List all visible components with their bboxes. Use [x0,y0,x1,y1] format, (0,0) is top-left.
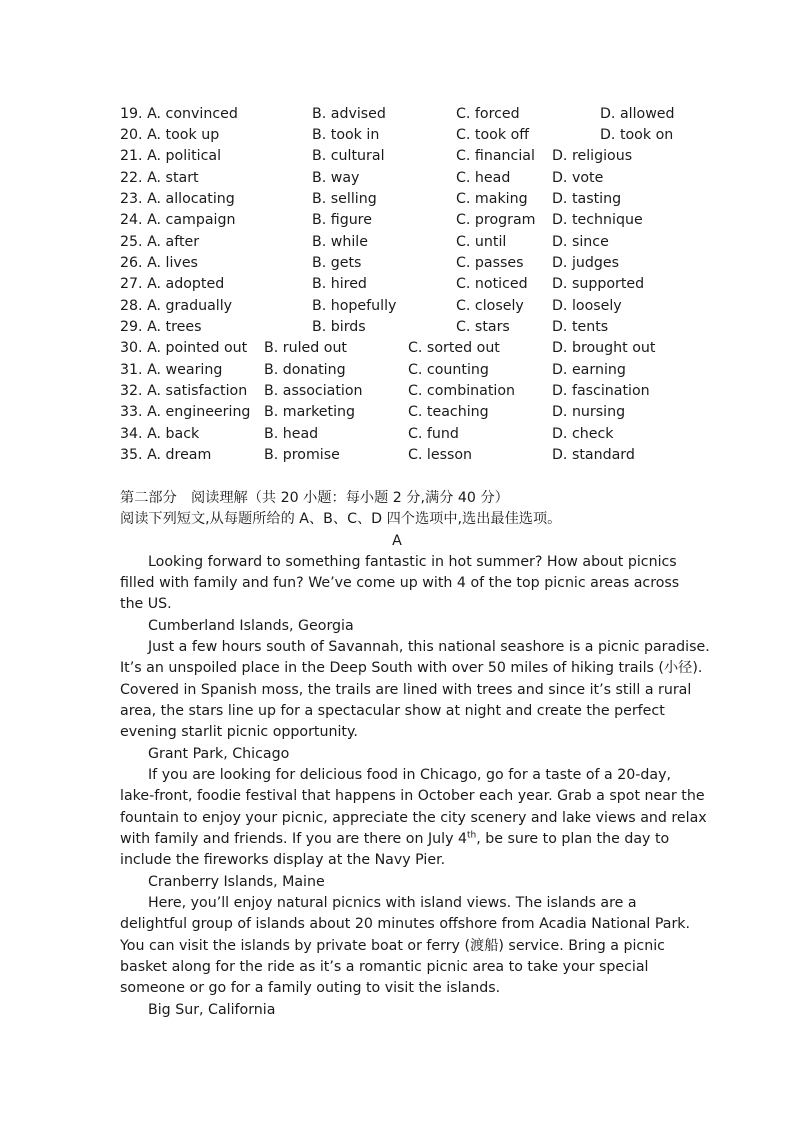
option-row [0,274,794,294]
option-c: C. until [456,234,507,250]
paragraph-line: Just a few hours south of Savannah, this national seashore is a picnic paradise. [148,639,710,655]
option-a: 33. A. engineering [120,404,251,420]
option-d: D. standard [552,447,635,463]
option-a: 32. A. satisfaction [120,383,248,399]
paragraph-line [120,829,700,849]
option-c: C. forced [456,106,520,122]
option-b: B. way [312,170,360,186]
option-d: D. earning [552,362,626,378]
option-row [0,402,794,422]
option-b: B. hopefully [312,298,397,314]
option-a: 22. A. start [120,170,199,186]
option-b: B. promise [264,447,340,463]
option-d: D. check [552,426,614,442]
option-b: B. while [312,234,368,250]
option-d: D. supported [552,276,645,292]
place-heading: Cranberry Islands, Maine [148,874,325,890]
option-row [0,338,794,358]
option-d: D. fascination [552,383,650,399]
paragraph-line: evening starlit picnic opportunity. [120,724,358,740]
option-a: 30. A. pointed out [120,340,248,356]
option-row [0,189,794,209]
option-b: B. ruled out [264,340,347,356]
option-b: B. cultural [312,148,385,164]
section-instruction: 阅读下列短文,从每题所给的 A、B、C、D 四个选项中,选出最佳选项。 [120,511,562,527]
option-d: D. since [552,234,609,250]
paragraph-line: Covered in Spanish moss, the trails are lined with trees and since it’s still a rural [120,682,692,698]
option-d: D. allowed [600,106,675,122]
option-a: 21. A. political [120,148,222,164]
option-row [0,104,794,124]
option-d: D. loosely [552,298,622,314]
paragraph-line: delightful group of islands about 20 minutes offshore from Acadia National Park. [120,916,691,932]
paragraph-line: fountain to enjoy your picnic, appreciate the city scenery and lake views and relax [120,810,707,826]
paragraph-line: include the fireworks display at the Navy Pier. [120,852,446,868]
option-d: D. nursing [552,404,626,420]
option-b: B. birds [312,319,366,335]
passage-intro-line: the US. [120,596,172,612]
option-c: C. stars [456,319,510,335]
option-a: 24. A. campaign [120,212,236,228]
option-row [0,381,794,401]
option-b: B. marketing [264,404,356,420]
passage-label: A [392,533,402,549]
place-heading: Grant Park, Chicago [148,746,290,762]
option-row [0,424,794,444]
option-row [0,317,794,337]
option-a: 29. A. trees [120,319,202,335]
option-b: B. advised [312,106,386,122]
option-row [0,146,794,166]
section-title: 第二部分 阅读理解（共 20 小题：每小题 2 分,满分 40 分） [120,490,509,506]
option-d: D. tents [552,319,609,335]
option-c: C. program [456,212,536,228]
option-b: B. head [264,426,319,442]
paragraph-text: with family and friends. If you are there on July 4 [120,831,468,847]
option-row [0,232,794,252]
paragraph-line: lake-front, foodie festival that happens in October each year. Grab a spot near the [120,788,705,804]
place-heading: Cumberland Islands, Georgia [148,618,354,634]
option-c: C. fund [408,426,459,442]
option-c: C. closely [456,298,524,314]
option-a: 27. A. adopted [120,276,225,292]
option-row [0,253,794,273]
option-c: C. passes [456,255,524,271]
option-b: B. selling [312,191,377,207]
place-heading: Big Sur, California [148,1002,276,1018]
option-a: 23. A. allocating [120,191,235,207]
option-c: C. noticed [456,276,528,292]
option-d: D. religious [552,148,633,164]
option-row [0,168,794,188]
option-c: C. teaching [408,404,489,420]
option-a: 35. A. dream [120,447,212,463]
passage-intro-line: filled with family and fun? We’ve come up with 4 of the top picnic areas across [120,575,680,591]
option-d: D. tasting [552,191,622,207]
paragraph-line: area, the stars line up for a spectacular show at night and create the perfect [120,703,665,719]
option-a: 26. A. lives [120,255,198,271]
option-c: C. sorted out [408,340,500,356]
option-c: C. combination [408,383,516,399]
option-b: B. donating [264,362,346,378]
option-d: D. took on [600,127,674,143]
option-c: C. counting [408,362,489,378]
option-a: 31. A. wearing [120,362,223,378]
paragraph-line: basket along for the ride as it’s a romantic picnic area to take your special [120,959,649,975]
option-a: 34. A. back [120,426,200,442]
option-a: 28. A. gradually [120,298,233,314]
option-a: 25. A. after [120,234,200,250]
option-d: D. vote [552,170,604,186]
option-c: C. making [456,191,528,207]
superscript: th [467,830,477,841]
paragraph-line: If you are looking for delicious food in Chicago, go for a taste of a 20-day, [148,767,672,783]
option-b: B. figure [312,212,372,228]
option-row [0,125,794,145]
option-row [0,210,794,230]
option-b: B. association [264,383,363,399]
passage-intro-line: Looking forward to something fantastic in hot summer? How about picnics [148,554,677,570]
option-c: C. lesson [408,447,473,463]
paragraph-text: , be sure to plan the day to [476,831,670,847]
paragraph-line: Here, you’ll enjoy natural picnics with island views. The islands are a [148,895,637,911]
option-b: B. hired [312,276,367,292]
option-b: B. gets [312,255,362,271]
option-d: D. technique [552,212,643,228]
paragraph-line: someone or go for a family outing to visit the islands. [120,980,501,996]
option-a: 20. A. took up [120,127,220,143]
option-b: B. took in [312,127,380,143]
option-c: C. financial [456,148,535,164]
option-c: C. took off [456,127,530,143]
option-d: D. brought out [552,340,656,356]
option-row [0,360,794,380]
option-row [0,445,794,465]
paragraph-line: You can visit the islands by private boat or ferry (渡船) service. Bring a picnic [120,938,665,954]
option-c: C. head [456,170,511,186]
option-a: 19. A. convinced [120,106,238,122]
option-row [0,296,794,316]
option-d: D. judges [552,255,620,271]
paragraph-line: It’s an unspoiled place in the Deep South with over 50 miles of hiking trails (小径). [120,660,703,676]
